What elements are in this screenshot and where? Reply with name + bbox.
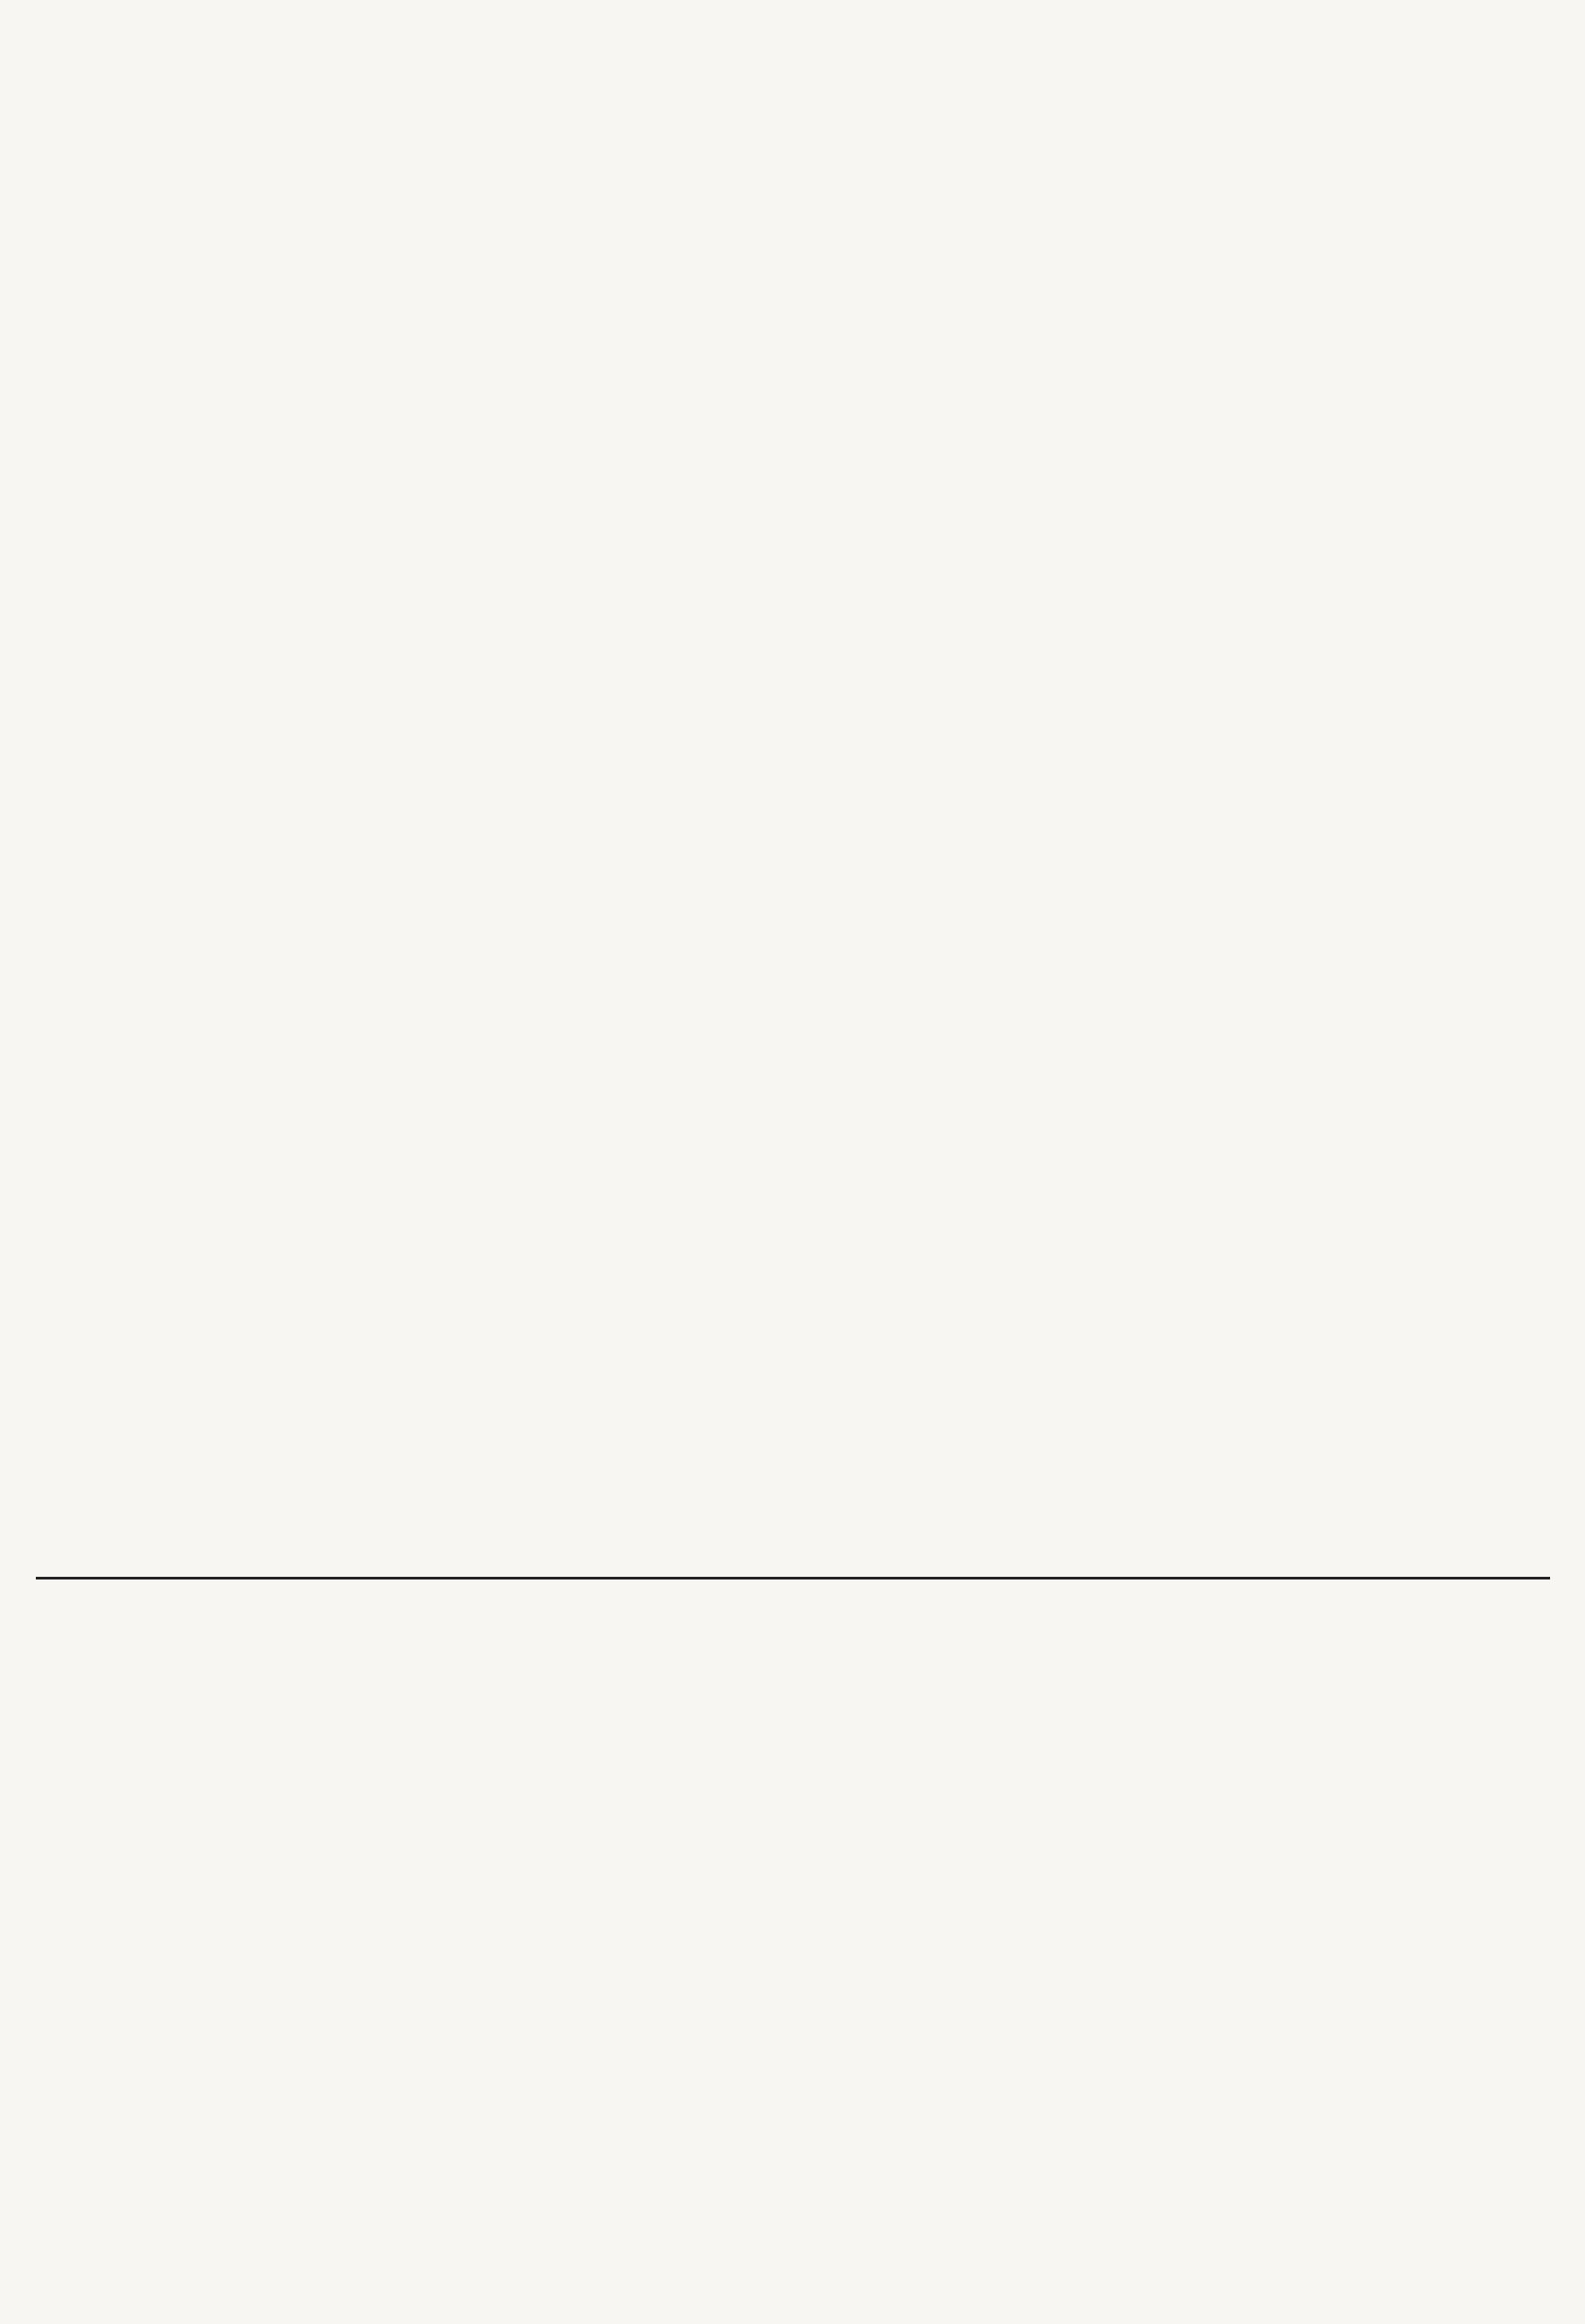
article2-body <box>950 206 1559 1532</box>
article1-body <box>45 224 636 1532</box>
page-header <box>27 11 1558 32</box>
separator-rule <box>36 1577 1550 1579</box>
article3-body <box>45 1720 1550 2302</box>
